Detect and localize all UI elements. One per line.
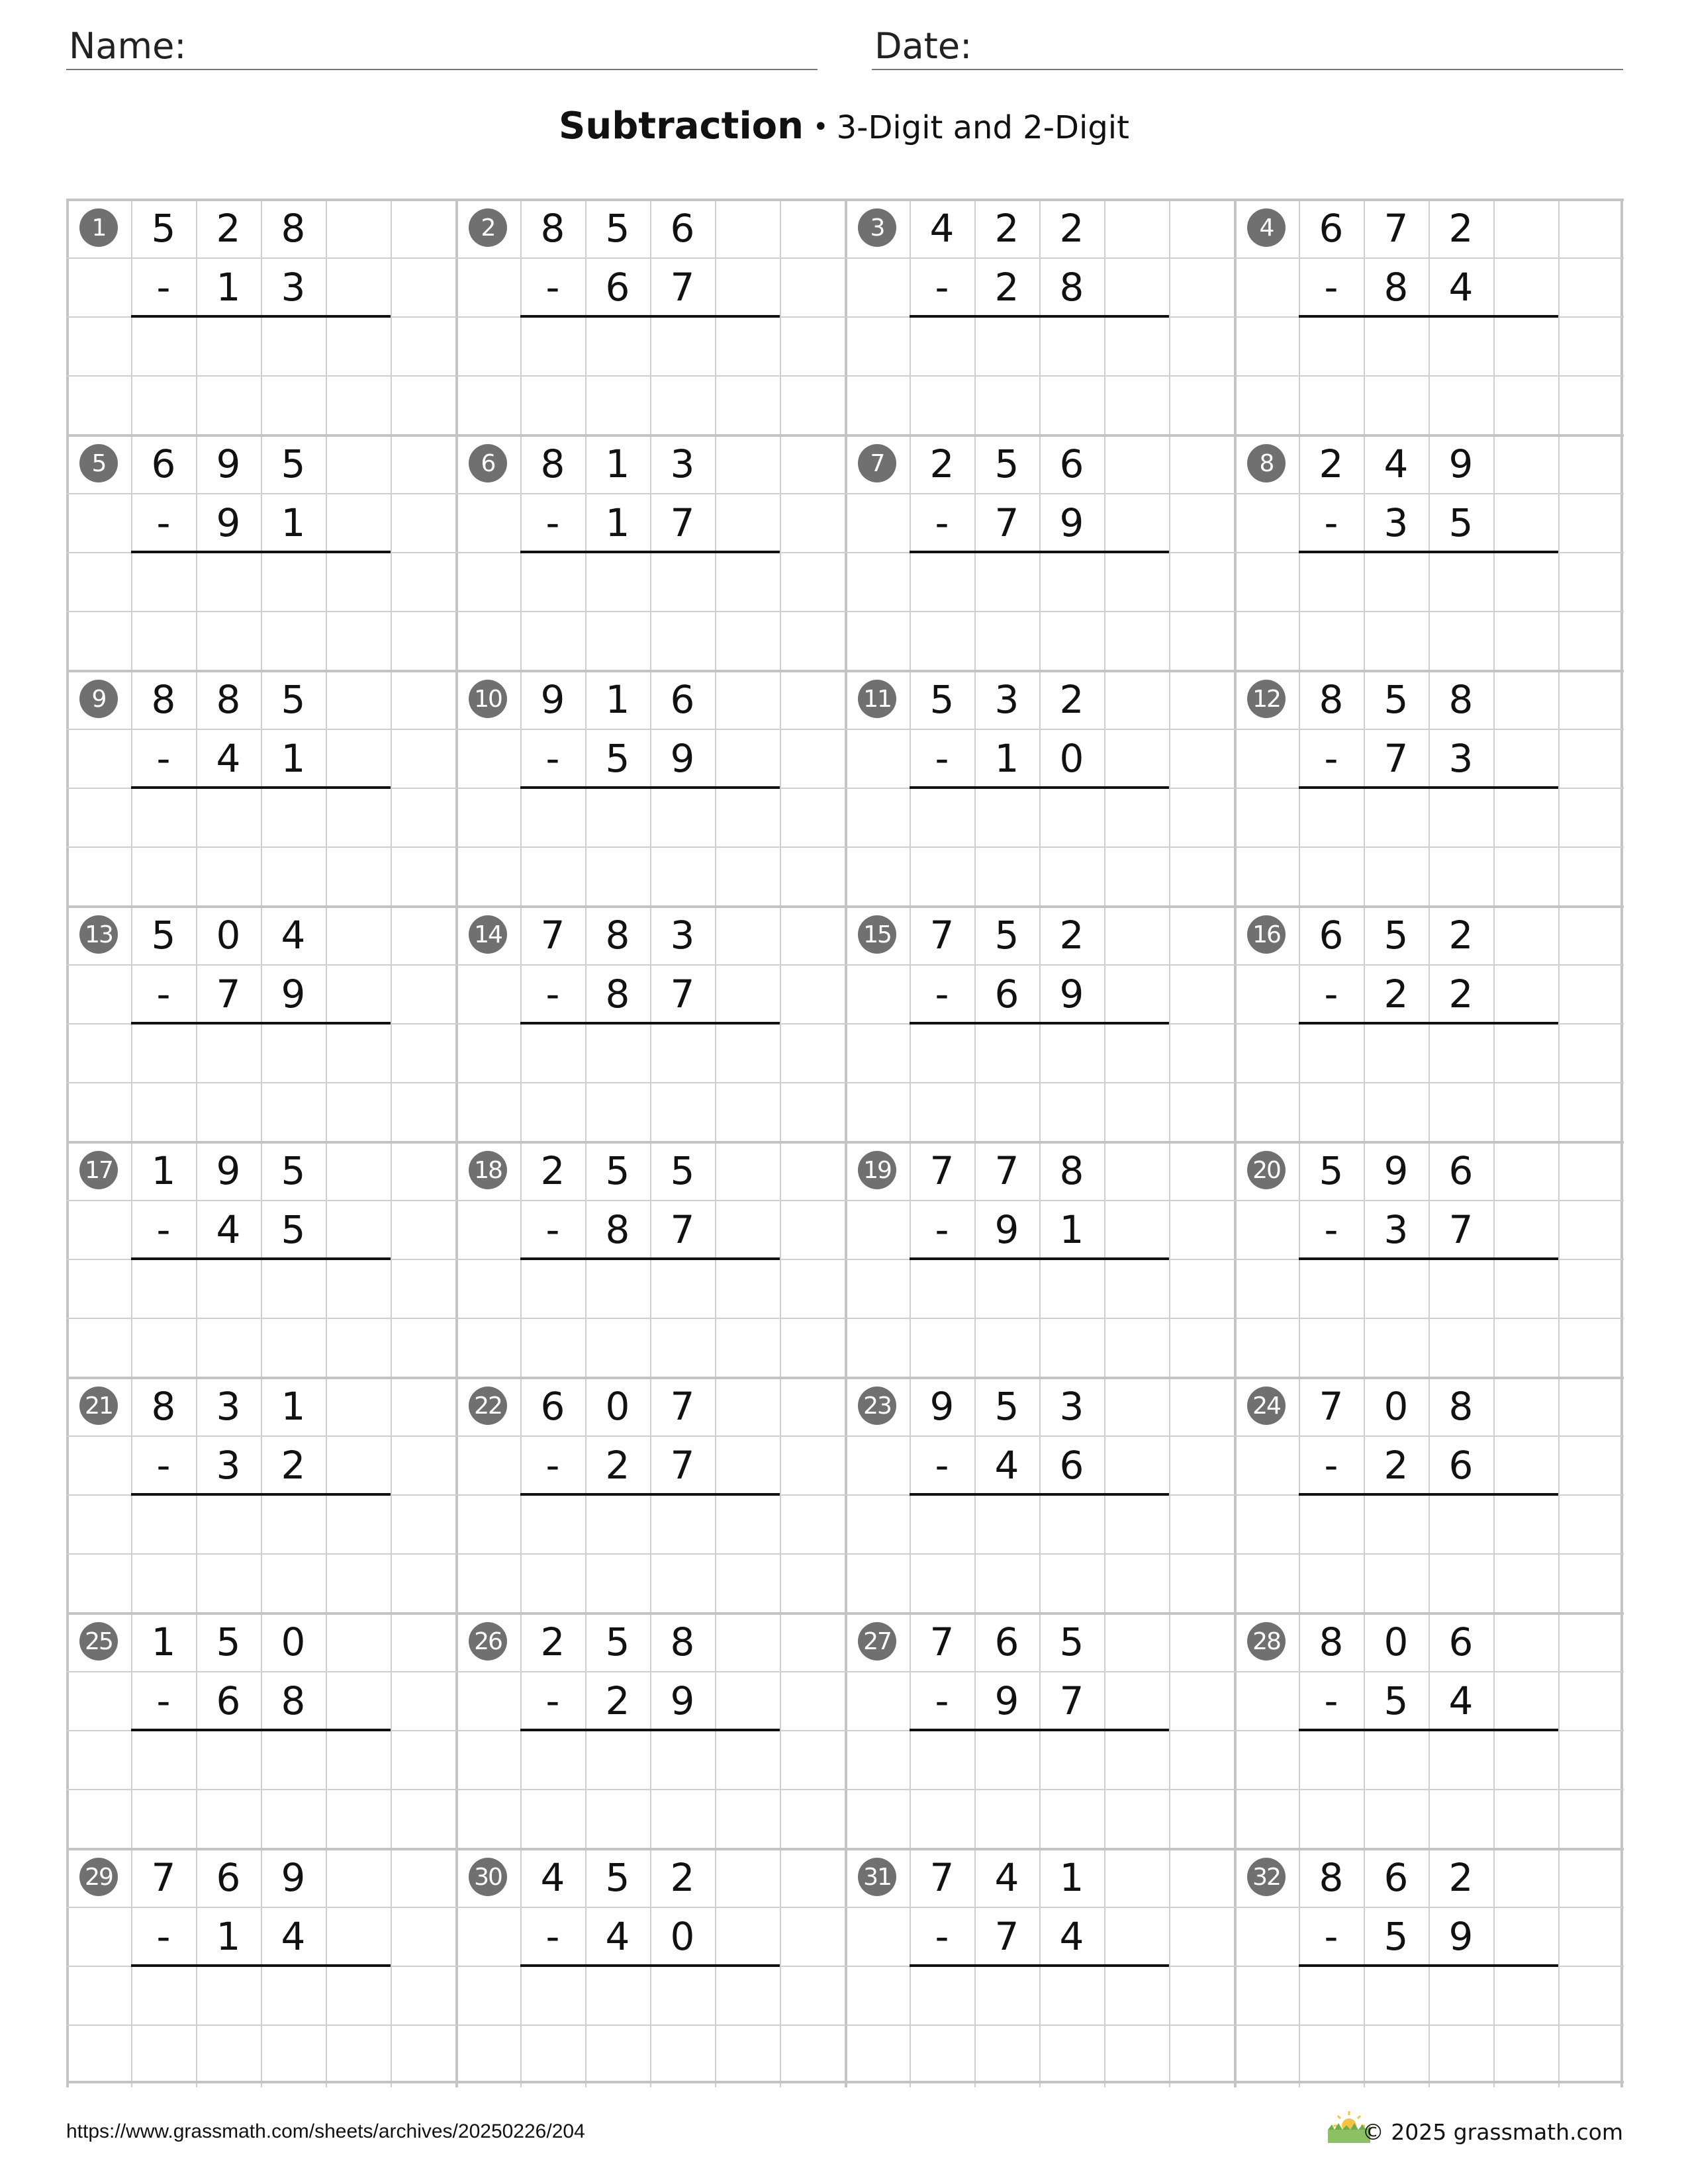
problem-number-badge: 14 bbox=[469, 915, 507, 954]
minuend-digit: 4 bbox=[281, 912, 306, 958]
problem bbox=[1234, 1612, 1623, 1848]
minuend-digit: 8 bbox=[281, 205, 306, 251]
subtrahend-digit: 1 bbox=[994, 735, 1019, 781]
subtrahend-digit: 3 bbox=[281, 264, 306, 310]
problem-number-badge: 11 bbox=[858, 680, 896, 718]
subtrahend-digit: 9 bbox=[1448, 1913, 1474, 1959]
minus-sign: - bbox=[1324, 1913, 1338, 1959]
subtrahend-digit: 9 bbox=[994, 1678, 1019, 1723]
problem bbox=[455, 434, 845, 670]
subtrahend-digit: 5 bbox=[605, 735, 630, 781]
subtrahend-digit: 4 bbox=[605, 1913, 630, 1959]
minus-sign: - bbox=[935, 500, 949, 545]
problem bbox=[455, 199, 845, 434]
minus-sign: - bbox=[1324, 971, 1338, 1017]
problem-number-badge: 28 bbox=[1247, 1622, 1286, 1661]
date-field[interactable] bbox=[872, 23, 1623, 70]
minuend-digit: 5 bbox=[605, 205, 630, 251]
minuend-digit: 8 bbox=[540, 205, 565, 251]
subtrahend-digit: 2 bbox=[1448, 971, 1474, 1017]
date-label: Date: bbox=[874, 25, 972, 67]
subtrahend-digit: 1 bbox=[605, 500, 630, 545]
answer-line bbox=[520, 315, 780, 318]
minus-sign: - bbox=[545, 971, 560, 1017]
answer-line bbox=[131, 786, 391, 789]
minus-sign: - bbox=[1324, 1442, 1338, 1488]
problem-number-badge: 4 bbox=[1247, 208, 1286, 247]
answer-line bbox=[910, 1257, 1169, 1260]
minuend-digit: 0 bbox=[281, 1619, 306, 1664]
problem-number-badge: 23 bbox=[858, 1387, 896, 1425]
problem-number-badge: 30 bbox=[469, 1858, 507, 1896]
problem bbox=[455, 1377, 845, 1612]
minuend-digit: 6 bbox=[1383, 1854, 1409, 1900]
minuend-digit: 8 bbox=[605, 912, 630, 958]
problem bbox=[66, 670, 455, 905]
problem bbox=[1234, 1141, 1623, 1377]
problem bbox=[1234, 905, 1623, 1141]
minus-sign: - bbox=[1324, 1678, 1338, 1723]
problem-number-badge: 10 bbox=[469, 680, 507, 718]
subtrahend-digit: 9 bbox=[670, 735, 695, 781]
minuend-digit: 8 bbox=[670, 1619, 695, 1664]
minus-sign: - bbox=[156, 1913, 171, 1959]
problem-number-badge: 25 bbox=[79, 1622, 118, 1661]
subtrahend-digit: 4 bbox=[281, 1913, 306, 1959]
subtrahend-digit: 4 bbox=[994, 1442, 1019, 1488]
worksheet-title bbox=[0, 105, 1688, 148]
answer-line bbox=[1299, 1493, 1558, 1496]
subtrahend-digit: 1 bbox=[281, 500, 306, 545]
minus-sign: - bbox=[935, 1913, 949, 1959]
minuend-digit: 4 bbox=[929, 205, 955, 251]
minuend-digit: 3 bbox=[670, 912, 695, 958]
minuend-digit: 1 bbox=[281, 1383, 306, 1429]
minuend-digit: 5 bbox=[1383, 912, 1409, 958]
minuend-digit: 9 bbox=[281, 1854, 306, 1900]
subtrahend-digit: 8 bbox=[605, 971, 630, 1017]
subtrahend-digit: 2 bbox=[605, 1442, 630, 1488]
problem bbox=[66, 1612, 455, 1848]
minuend-digit: 2 bbox=[1319, 441, 1344, 486]
problem-number-badge: 16 bbox=[1247, 915, 1286, 954]
minuend-digit: 4 bbox=[540, 1854, 565, 1900]
minuend-digit: 2 bbox=[216, 205, 241, 251]
answer-line bbox=[1299, 1022, 1558, 1024]
answer-line bbox=[520, 1022, 780, 1024]
minuend-digit: 7 bbox=[1383, 205, 1409, 251]
minuend-digit: 5 bbox=[281, 441, 306, 486]
subtrahend-digit: 2 bbox=[1383, 971, 1409, 1017]
subtrahend-digit: 0 bbox=[670, 1913, 695, 1959]
minuend-digit: 6 bbox=[994, 1619, 1019, 1664]
minuend-digit: 2 bbox=[670, 1854, 695, 1900]
problem bbox=[845, 1848, 1234, 2083]
minus-sign: - bbox=[935, 971, 949, 1017]
minuend-digit: 6 bbox=[1059, 441, 1084, 486]
minus-sign: - bbox=[935, 735, 949, 781]
minuend-digit: 2 bbox=[1059, 912, 1084, 958]
subtrahend-digit: 1 bbox=[281, 735, 306, 781]
minuend-digit: 9 bbox=[1448, 441, 1474, 486]
answer-line bbox=[131, 1493, 391, 1496]
answer-line bbox=[520, 1493, 780, 1496]
subtrahend-digit: 7 bbox=[670, 971, 695, 1017]
answer-line bbox=[131, 1022, 391, 1024]
problem-number-badge: 24 bbox=[1247, 1387, 1286, 1425]
subtrahend-digit: 4 bbox=[1448, 1678, 1474, 1723]
answer-line bbox=[131, 1964, 391, 1967]
minuend-digit: 8 bbox=[216, 676, 241, 722]
minuend-digit: 0 bbox=[1383, 1619, 1409, 1664]
minus-sign: - bbox=[935, 1678, 949, 1723]
answer-line bbox=[131, 315, 391, 318]
problem-number-badge: 8 bbox=[1247, 444, 1286, 482]
name-label: Name: bbox=[69, 25, 187, 67]
subtrahend-digit: 5 bbox=[1448, 500, 1474, 545]
minuend-digit: 5 bbox=[1319, 1148, 1344, 1193]
minuend-digit: 8 bbox=[1448, 676, 1474, 722]
problem-number-badge: 1 bbox=[79, 208, 118, 247]
answer-line bbox=[910, 315, 1169, 318]
minuend-digit: 2 bbox=[1448, 205, 1474, 251]
minus-sign: - bbox=[935, 1442, 949, 1488]
minus-sign: - bbox=[156, 1678, 171, 1723]
minuend-digit: 5 bbox=[605, 1148, 630, 1193]
minuend-digit: 0 bbox=[605, 1383, 630, 1429]
subtrahend-digit: 0 bbox=[1059, 735, 1084, 781]
problem-grid bbox=[66, 199, 1624, 2087]
problem bbox=[845, 1377, 1234, 1612]
minus-sign: - bbox=[1324, 1206, 1338, 1252]
minuend-digit: 6 bbox=[1319, 205, 1344, 251]
minus-sign: - bbox=[545, 1913, 560, 1959]
minus-sign: - bbox=[156, 1206, 171, 1252]
problem-number-badge: 27 bbox=[858, 1622, 896, 1661]
minuend-digit: 2 bbox=[994, 205, 1019, 251]
title-subtitle: 3-Digit and 2-Digit bbox=[836, 109, 1129, 146]
minuend-digit: 5 bbox=[281, 1148, 306, 1193]
minuend-digit: 6 bbox=[1448, 1619, 1474, 1664]
minuend-digit: 4 bbox=[994, 1854, 1019, 1900]
problem-number-badge: 22 bbox=[469, 1387, 507, 1425]
problem-number-badge: 5 bbox=[79, 444, 118, 482]
footer-url: https://www.grassmath.com/sheets/archives/20250226/204 bbox=[66, 2120, 585, 2142]
minuend-digit: 7 bbox=[151, 1854, 176, 1900]
minus-sign: - bbox=[156, 735, 171, 781]
minuend-digit: 6 bbox=[670, 676, 695, 722]
answer-line bbox=[1299, 551, 1558, 553]
minuend-digit: 2 bbox=[1059, 205, 1084, 251]
minuend-digit: 8 bbox=[1448, 1383, 1474, 1429]
minuend-digit: 5 bbox=[151, 912, 176, 958]
minuend-digit: 8 bbox=[1059, 1148, 1084, 1193]
subtrahend-digit: 6 bbox=[1059, 1442, 1084, 1488]
problem bbox=[845, 1612, 1234, 1848]
minuend-digit: 9 bbox=[540, 676, 565, 722]
subtrahend-digit: 1 bbox=[1059, 1206, 1084, 1252]
minuend-digit: 5 bbox=[994, 1383, 1019, 1429]
problem bbox=[455, 1848, 845, 2083]
minuend-digit: 5 bbox=[151, 205, 176, 251]
subtrahend-digit: 4 bbox=[1448, 264, 1474, 310]
minuend-digit: 7 bbox=[540, 912, 565, 958]
minuend-digit: 2 bbox=[1059, 676, 1084, 722]
problem bbox=[66, 1377, 455, 1612]
problem bbox=[845, 434, 1234, 670]
problem-number-badge: 18 bbox=[469, 1151, 507, 1189]
minuend-digit: 1 bbox=[151, 1148, 176, 1193]
subtrahend-digit: 5 bbox=[1383, 1913, 1409, 1959]
problem bbox=[1234, 1848, 1623, 2083]
answer-line bbox=[520, 786, 780, 789]
subtrahend-digit: 2 bbox=[605, 1678, 630, 1723]
minuend-digit: 3 bbox=[670, 441, 695, 486]
minus-sign: - bbox=[545, 1678, 560, 1723]
minuend-digit: 6 bbox=[216, 1854, 241, 1900]
minuend-digit: 9 bbox=[216, 441, 241, 486]
minus-sign: - bbox=[545, 500, 560, 545]
problem bbox=[1234, 199, 1623, 434]
minuend-digit: 5 bbox=[216, 1619, 241, 1664]
minuend-digit: 8 bbox=[540, 441, 565, 486]
minuend-digit: 2 bbox=[540, 1148, 565, 1193]
problem bbox=[845, 199, 1234, 434]
subtrahend-digit: 9 bbox=[994, 1206, 1019, 1252]
minus-sign: - bbox=[156, 264, 171, 310]
subtrahend-digit: 8 bbox=[605, 1206, 630, 1252]
minuend-digit: 5 bbox=[670, 1148, 695, 1193]
minuend-digit: 7 bbox=[670, 1383, 695, 1429]
subtrahend-digit: 1 bbox=[216, 264, 241, 310]
subtrahend-digit: 4 bbox=[216, 735, 241, 781]
problem-number-badge: 19 bbox=[858, 1151, 896, 1189]
minuend-digit: 0 bbox=[1383, 1383, 1409, 1429]
subtrahend-digit: 3 bbox=[1383, 1206, 1409, 1252]
subtrahend-digit: 5 bbox=[1383, 1678, 1409, 1723]
minuend-digit: 5 bbox=[605, 1619, 630, 1664]
minuend-digit: 8 bbox=[1319, 1619, 1344, 1664]
minus-sign: - bbox=[935, 1206, 949, 1252]
subtrahend-digit: 4 bbox=[1059, 1913, 1084, 1959]
minuend-digit: 5 bbox=[1059, 1619, 1084, 1664]
answer-line bbox=[131, 551, 391, 553]
problem bbox=[455, 905, 845, 1141]
problem bbox=[1234, 1377, 1623, 1612]
problem-number-badge: 12 bbox=[1247, 680, 1286, 718]
answer-line bbox=[1299, 1257, 1558, 1260]
subtrahend-digit: 9 bbox=[1059, 971, 1084, 1017]
minus-sign: - bbox=[1324, 264, 1338, 310]
subtrahend-digit: 9 bbox=[216, 500, 241, 545]
subtrahend-digit: 8 bbox=[1383, 264, 1409, 310]
minuend-digit: 1 bbox=[1059, 1854, 1084, 1900]
problem-number-badge: 2 bbox=[469, 208, 507, 247]
subtrahend-digit: 7 bbox=[670, 500, 695, 545]
answer-line bbox=[131, 1257, 391, 1260]
minuend-digit: 2 bbox=[1448, 912, 1474, 958]
minus-sign: - bbox=[545, 735, 560, 781]
minuend-digit: 7 bbox=[929, 912, 955, 958]
problem bbox=[66, 434, 455, 670]
minuend-digit: 6 bbox=[151, 441, 176, 486]
problem-number-badge: 32 bbox=[1247, 1858, 1286, 1896]
subtrahend-digit: 7 bbox=[670, 1442, 695, 1488]
name-field[interactable] bbox=[66, 23, 818, 70]
subtrahend-digit: 9 bbox=[281, 971, 306, 1017]
answer-line bbox=[131, 1729, 391, 1731]
problem-number-badge: 20 bbox=[1247, 1151, 1286, 1189]
minus-sign: - bbox=[545, 1206, 560, 1252]
subtrahend-digit: 7 bbox=[1383, 735, 1409, 781]
minuend-digit: 9 bbox=[929, 1383, 955, 1429]
subtrahend-digit: 3 bbox=[1383, 500, 1409, 545]
minuend-digit: 5 bbox=[929, 676, 955, 722]
minuend-digit: 2 bbox=[540, 1619, 565, 1664]
minuend-digit: 7 bbox=[929, 1854, 955, 1900]
answer-line bbox=[910, 1493, 1169, 1496]
answer-line bbox=[1299, 315, 1558, 318]
minuend-digit: 4 bbox=[1383, 441, 1409, 486]
minuend-digit: 5 bbox=[605, 1854, 630, 1900]
minuend-digit: 5 bbox=[281, 676, 306, 722]
minuend-digit: 6 bbox=[1448, 1148, 1474, 1193]
problem bbox=[455, 670, 845, 905]
problem bbox=[845, 1141, 1234, 1377]
minuend-digit: 1 bbox=[605, 441, 630, 486]
problem bbox=[845, 905, 1234, 1141]
minuend-digit: 2 bbox=[1448, 1854, 1474, 1900]
minuend-digit: 6 bbox=[670, 205, 695, 251]
answer-line bbox=[910, 1022, 1169, 1024]
minuend-digit: 3 bbox=[994, 676, 1019, 722]
minuend-digit: 0 bbox=[216, 912, 241, 958]
minuend-digit: 8 bbox=[1319, 676, 1344, 722]
problem-number-badge: 17 bbox=[79, 1151, 118, 1189]
minuend-digit: 8 bbox=[151, 1383, 176, 1429]
minuend-digit: 8 bbox=[1319, 1854, 1344, 1900]
subtrahend-digit: 2 bbox=[1383, 1442, 1409, 1488]
subtrahend-digit: 9 bbox=[670, 1678, 695, 1723]
subtrahend-digit: 7 bbox=[670, 264, 695, 310]
minuend-digit: 7 bbox=[994, 1148, 1019, 1193]
minuend-digit: 9 bbox=[216, 1148, 241, 1193]
subtrahend-digit: 1 bbox=[216, 1913, 241, 1959]
subtrahend-digit: 7 bbox=[994, 1913, 1019, 1959]
minuend-digit: 5 bbox=[1383, 676, 1409, 722]
subtrahend-digit: 6 bbox=[605, 264, 630, 310]
problem bbox=[845, 670, 1234, 905]
subtrahend-digit: 8 bbox=[281, 1678, 306, 1723]
problem-number-badge: 31 bbox=[858, 1858, 896, 1896]
title-bullet: • bbox=[812, 112, 829, 142]
subtrahend-digit: 6 bbox=[1448, 1442, 1474, 1488]
minus-sign: - bbox=[1324, 500, 1338, 545]
minuend-digit: 7 bbox=[929, 1619, 955, 1664]
minuend-digit: 3 bbox=[1059, 1383, 1084, 1429]
subtrahend-digit: 6 bbox=[994, 971, 1019, 1017]
minuend-digit: 8 bbox=[151, 676, 176, 722]
minuend-digit: 9 bbox=[1383, 1148, 1409, 1193]
subtrahend-digit: 3 bbox=[216, 1442, 241, 1488]
problem-number-badge: 6 bbox=[469, 444, 507, 482]
minus-sign: - bbox=[545, 1442, 560, 1488]
subtrahend-digit: 3 bbox=[1448, 735, 1474, 781]
problem-number-badge: 26 bbox=[469, 1622, 507, 1661]
problem-number-badge: 15 bbox=[858, 915, 896, 954]
minus-sign: - bbox=[156, 500, 171, 545]
problem bbox=[66, 1141, 455, 1377]
problem bbox=[455, 1612, 845, 1848]
minus-sign: - bbox=[156, 1442, 171, 1488]
answer-line bbox=[910, 786, 1169, 789]
minuend-digit: 6 bbox=[1319, 912, 1344, 958]
minuend-digit: 5 bbox=[994, 912, 1019, 958]
minus-sign: - bbox=[935, 264, 949, 310]
subtrahend-digit: 7 bbox=[216, 971, 241, 1017]
subtrahend-digit: 9 bbox=[1059, 500, 1084, 545]
minus-sign: - bbox=[545, 264, 560, 310]
problem bbox=[1234, 670, 1623, 905]
minuend-digit: 1 bbox=[605, 676, 630, 722]
subtrahend-digit: 7 bbox=[1059, 1678, 1084, 1723]
minuend-digit: 5 bbox=[994, 441, 1019, 486]
subtrahend-digit: 4 bbox=[216, 1206, 241, 1252]
minuend-digit: 2 bbox=[929, 441, 955, 486]
problem-number-badge: 13 bbox=[79, 915, 118, 954]
subtrahend-digit: 2 bbox=[281, 1442, 306, 1488]
problem bbox=[455, 1141, 845, 1377]
problem bbox=[66, 1848, 455, 2083]
problem-number-badge: 3 bbox=[858, 208, 896, 247]
subtrahend-digit: 7 bbox=[1448, 1206, 1474, 1252]
problem-number-badge: 21 bbox=[79, 1387, 118, 1425]
minus-sign: - bbox=[1324, 735, 1338, 781]
subtrahend-digit: 2 bbox=[994, 264, 1019, 310]
subtrahend-digit: 7 bbox=[670, 1206, 695, 1252]
minus-sign: - bbox=[156, 971, 171, 1017]
subtrahend-digit: 5 bbox=[281, 1206, 306, 1252]
problem bbox=[66, 199, 455, 434]
minuend-digit: 6 bbox=[540, 1383, 565, 1429]
answer-line bbox=[1299, 1729, 1558, 1731]
problem bbox=[1234, 434, 1623, 670]
answer-line bbox=[910, 551, 1169, 553]
subtrahend-digit: 8 bbox=[1059, 264, 1084, 310]
answer-line bbox=[520, 1964, 780, 1967]
problem-number-badge: 29 bbox=[79, 1858, 118, 1896]
answer-line bbox=[1299, 1964, 1558, 1967]
subtrahend-digit: 7 bbox=[994, 500, 1019, 545]
minuend-digit: 7 bbox=[929, 1148, 955, 1193]
answer-line bbox=[1299, 786, 1558, 789]
problem-number-badge: 9 bbox=[79, 680, 118, 718]
problem-number-badge: 7 bbox=[858, 444, 896, 482]
minuend-digit: 3 bbox=[216, 1383, 241, 1429]
answer-line bbox=[910, 1729, 1169, 1731]
answer-line bbox=[520, 551, 780, 553]
footer-copyright: © 2025 grassmath.com bbox=[1362, 2119, 1623, 2145]
title-main: Subtraction bbox=[559, 105, 804, 148]
answer-line bbox=[910, 1964, 1169, 1967]
minuend-digit: 1 bbox=[151, 1619, 176, 1664]
answer-line bbox=[520, 1257, 780, 1260]
problem bbox=[66, 905, 455, 1141]
answer-line bbox=[520, 1729, 780, 1731]
minuend-digit: 7 bbox=[1319, 1383, 1344, 1429]
subtrahend-digit: 6 bbox=[216, 1678, 241, 1723]
